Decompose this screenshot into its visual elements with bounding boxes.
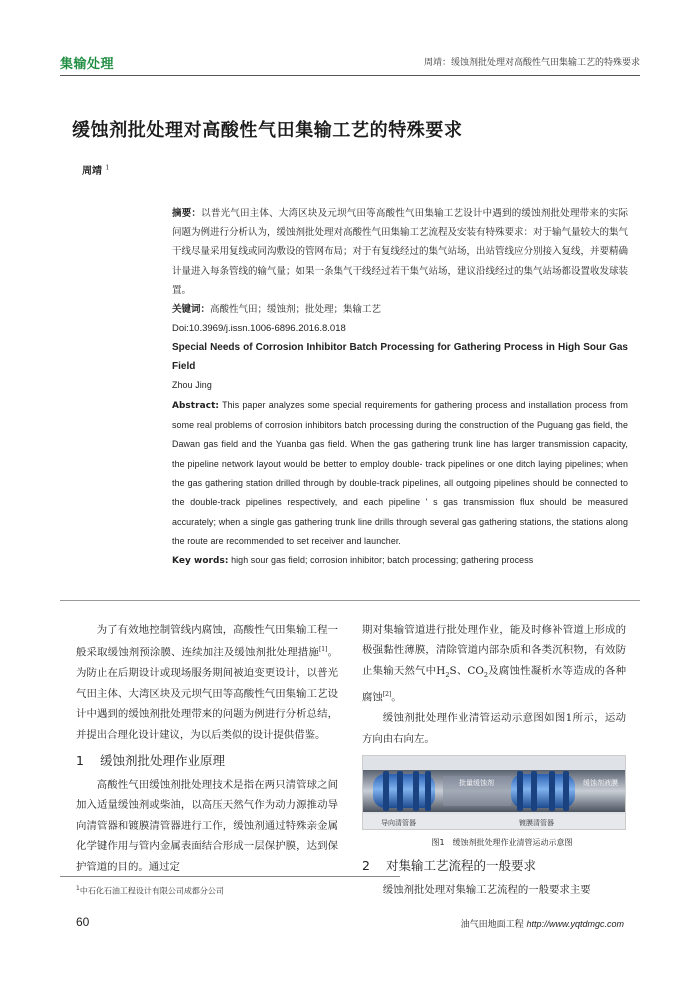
continued-text-c: 及腐蚀性凝析水等造成的各种腐蚀 <box>362 664 626 704</box>
english-title: Special Needs of Corrosion Inhibitor Batch Processing for Gathering Process in High Sour Gas Field <box>172 342 628 373</box>
keywords-label: 关键词： <box>172 304 211 316</box>
keywords-cn <box>172 300 628 319</box>
left-column <box>76 620 338 877</box>
section-1-title: 缓蚀剂批处理作业原理 <box>100 752 226 768</box>
body-rule <box>60 600 640 601</box>
intro-text-b: 。为防止在后期设计或现场服务期间被迫变更设计，以普光气田主体、大湾区块及元坝气田等高酸性气田集输工艺设计中遇到的缓蚀剂批处理带来的问题为例进行分析总结，并提出合理化设计建议，为以后类似的设计提供借鉴。 <box>76 646 338 741</box>
abstract-block <box>172 204 628 571</box>
intro-text-a: 为了有效地控制管线内腐蚀，高酸性气田集输工程一般采取缓蚀剂预涂膜、连续加注及缓蚀剂批处理措施 <box>76 624 338 659</box>
footnote <box>76 885 224 897</box>
journal-footer <box>461 917 624 930</box>
label-inhibitor-film: 缓蚀剂液膜 <box>583 778 618 787</box>
abstract-cn <box>172 204 628 300</box>
author-affiliation-mark: 1 <box>105 164 110 172</box>
journal-name: 油气田地面工程 <box>460 920 524 930</box>
header-rule <box>60 75 640 76</box>
guide-pig <box>373 771 435 811</box>
author-name: 周靖 <box>82 166 102 177</box>
h2s-subscript: 2 <box>445 670 450 679</box>
section-2-paragraph: 缓蚀剂批处理对集输工艺流程的一般要求主要 <box>382 883 591 896</box>
keywords-en-text: high sour gas field; corrosion inhibitor; batch processing; gathering process <box>231 555 534 566</box>
section-1-heading <box>76 749 338 773</box>
pig-diagram <box>363 756 626 830</box>
article-title: 缓蚀剂批处理对高酸性气田集输工艺的特殊要求 <box>72 120 463 141</box>
abstract-en <box>172 396 628 551</box>
doi: Doi:10.3969/j.issn.1006-6896.2016.8.018 <box>172 323 346 335</box>
section-1-paragraph: 高酸性气田缓蚀剂批处理技术是指在两只清管球之间加入适量缓蚀剂或柴油，以高压天然气作为动力源推动导向清管器和镀膜清管器进行工作，缓蚀剂通过特殊亲金属化学键作用与管内金属表面结合形成一层保护膜，达到保护管道的目的。通过定 <box>76 778 338 873</box>
article-author <box>82 162 109 177</box>
citation-2: [2] <box>382 691 392 699</box>
figure-1-caption: 图1 缓蚀剂批处理作业清管运动示意图 <box>431 837 573 847</box>
section-2-number: 2 <box>362 857 370 873</box>
continued-text-d: 。 <box>391 691 402 704</box>
abstract-en-text: This paper analyzes some special requirements for gathering process and installation process from some real problems of corrosion inhibitors batch processing during the construction of the Puguang gas field, the Dawan gas field and the Yuanba gas field. When the gas gathering trunk line has larger transmission capacity, the pipeline network layout would be better to employ double- track pipelines or one ditch laying pipelines; when the gas gathering station drilled through by double-track pipelines, all outgoing pipelines should be connected to the double-track pipelines respectively, and each pipeline ' s gas transmission flux should be measured accurately; when a single gas gathering trunk line drills through several gas gathering stations, the stations along the route are recommended to set receiver and launcher. <box>172 399 628 546</box>
keywords-text: 高酸性气田；缓蚀剂；批处理；集输工艺 <box>210 304 382 316</box>
section-2-title: 对集输工艺流程的一般要求 <box>386 857 537 873</box>
intro-paragraph <box>76 620 338 745</box>
coating-pig <box>511 771 575 811</box>
footnote-text: 中石化石油工程设计有限公司成都分公司 <box>79 886 224 896</box>
citation-1: [1] <box>318 646 328 654</box>
footnote-rule <box>60 876 400 877</box>
figure-1 <box>362 755 626 830</box>
section-1-number: 1 <box>76 752 84 768</box>
continued-paragraph <box>362 620 626 708</box>
section-tag: 集输处理 <box>60 57 115 72</box>
keywords-en-label: Key words: <box>172 556 229 567</box>
page-number: 60 <box>76 915 90 929</box>
abstract-label: 摘要： <box>172 208 202 219</box>
section-2-heading <box>362 854 626 878</box>
label-coating-pig: 镀膜清管器 <box>519 818 554 827</box>
figure-reference-paragraph: 缓蚀剂批处理作业清管运动示意图如图1所示，运动方向由右向左。 <box>362 712 626 745</box>
continued-text-b: S、CO <box>449 664 484 677</box>
page-header <box>60 50 640 74</box>
keywords-en <box>172 551 628 571</box>
label-guide-pig: 导向清管器 <box>381 818 416 827</box>
journal-url[interactable]: http://www.yqtdmgc.com <box>526 919 624 929</box>
abstract-text: 以普光气田主体、大湾区块及元坝气田等高酸性气田集输工艺设计中遇到的缓蚀剂批处理带来的实际问题为例进行分析认为，缓蚀剂批处理对高酸性气田集输工艺流程及安装有特殊要求：对于输气量较大的集气干线尽量采用复线或同沟敷设的管网布局；对于有复线经过的集气站场，出站管线应分别接入复线，并要精确计量进入每条管线的输气量；如果一条集气干线经过若干集气站场，建议沿线经过的集气站场都设置收发球装置。 <box>172 208 629 296</box>
continued-text-a: 期对集输管道进行批处理作业，能及时修补管道上形成的极强黏性薄膜，清除管道内部杂质和各类沉积物，有效防止集输天然气中H <box>362 624 626 677</box>
footnote-mark: 1 <box>76 885 80 892</box>
label-batch-inhibitor: 批量缓蚀剂 <box>459 778 494 787</box>
co2-subscript: 2 <box>483 670 489 679</box>
running-title: 周靖：缓蚀剂批处理对高酸性气田集输工艺的特殊要求 <box>423 58 640 68</box>
right-column <box>362 620 626 900</box>
abstract-en-label: Abstract: <box>172 400 220 411</box>
english-author: Zhou Jing <box>172 380 212 391</box>
